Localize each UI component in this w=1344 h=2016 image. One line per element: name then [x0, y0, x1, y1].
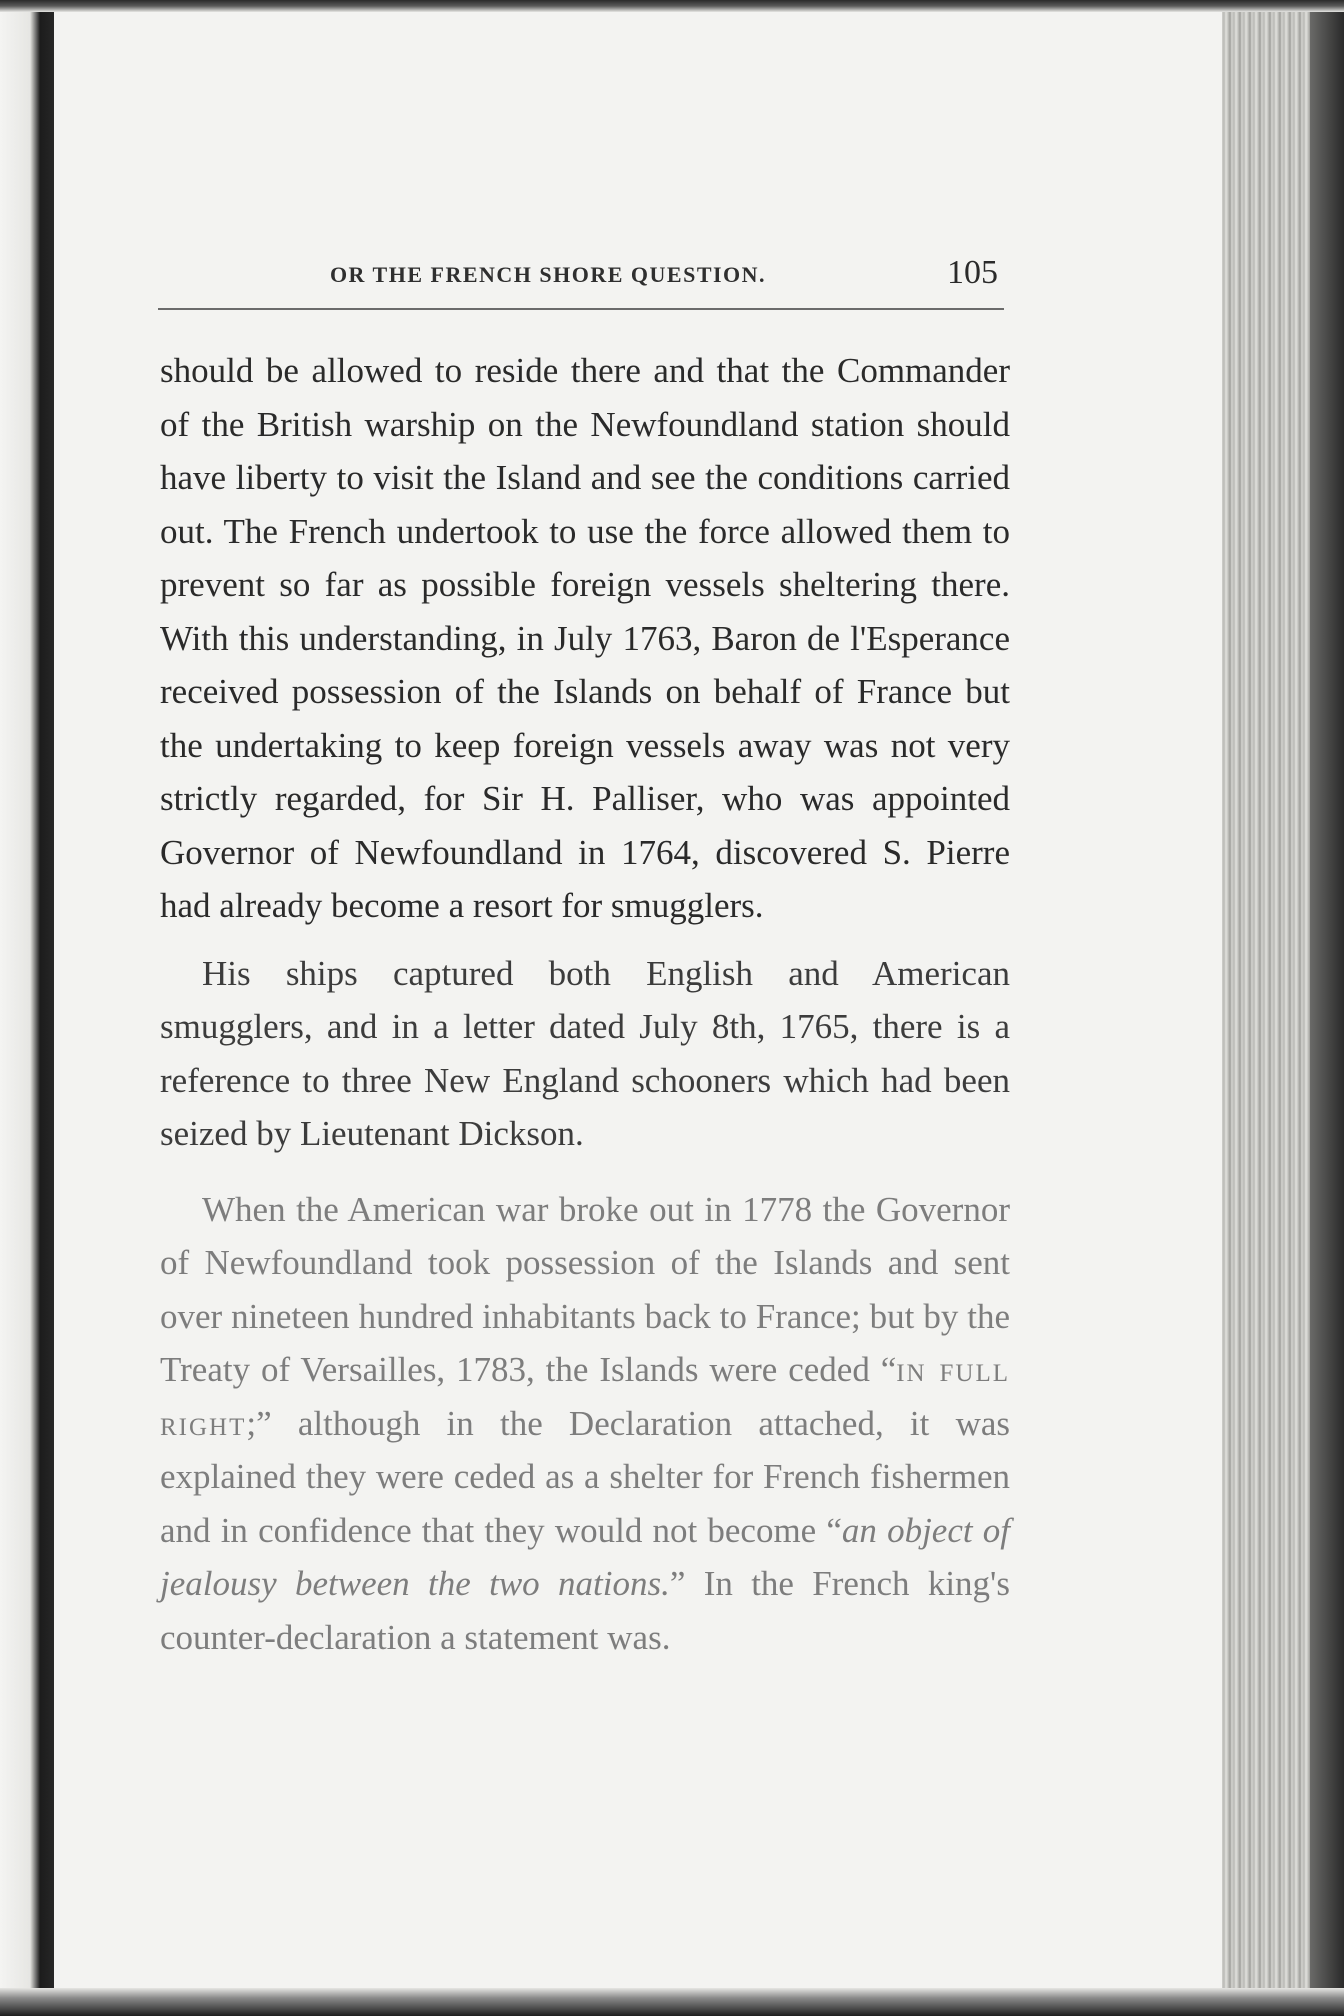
paragraph-3-part-1: When the American war broke out in 1778 the Governor of Newfoundland took possession of the Islands and sent over nineteen hundred inhabitants back to France; but by the Treaty of Versailles, 1783, the Islands were ceded “: [160, 1189, 1010, 1389]
page-stack-edge: [1222, 0, 1344, 2016]
body-text: [160, 344, 1010, 1664]
bottom-edge: [0, 1988, 1344, 2016]
paragraph-1: should be allowed to reside there and that the Commander of the British warship on the Newfoundland station should have liberty to visit the Island and see the conditions carried out. The French undertook to use the force allowed them to prevent so far as possible foreign vessels sheltering there. With this understanding, in July 1763, Baron de l'Esperance received possession of the Islands on behalf of France but the undertaking to keep foreign vessels away was not very strictly regarded, for Sir H. Palliser, who was appointed Governor of Newfoundland in 1764, discovered S. Pierre had already become a resort for smugglers.: [160, 351, 1010, 925]
paragraph-2: His ships captured both English and American smugglers, and in a letter dated July 8th, 1765, there is a reference to three New England schooners which had been seized by Lieutenant Dickson.: [160, 953, 1010, 1153]
paragraph-3-part-2: ;” although in the Declaration attached, it was explained they were ceded as a shelter for French fishermen and in confidence that they would not become “: [160, 1403, 1010, 1550]
paragraph-3: [160, 1183, 1010, 1665]
page-header: [158, 254, 1004, 310]
paragraph-3-part-3: ” In the French king's counter-declaration a statement was.: [160, 1564, 1010, 1657]
left-page-edge: [0, 0, 54, 2016]
italic-quote: an object of jealousy between the two nations.: [160, 1510, 1010, 1603]
top-edge: [0, 0, 1344, 12]
running-head: OR THE FRENCH SHORE QUESTION.: [329, 262, 767, 287]
page-number: 105: [947, 254, 998, 291]
small-caps-phrase: in full right: [160, 1350, 1010, 1443]
